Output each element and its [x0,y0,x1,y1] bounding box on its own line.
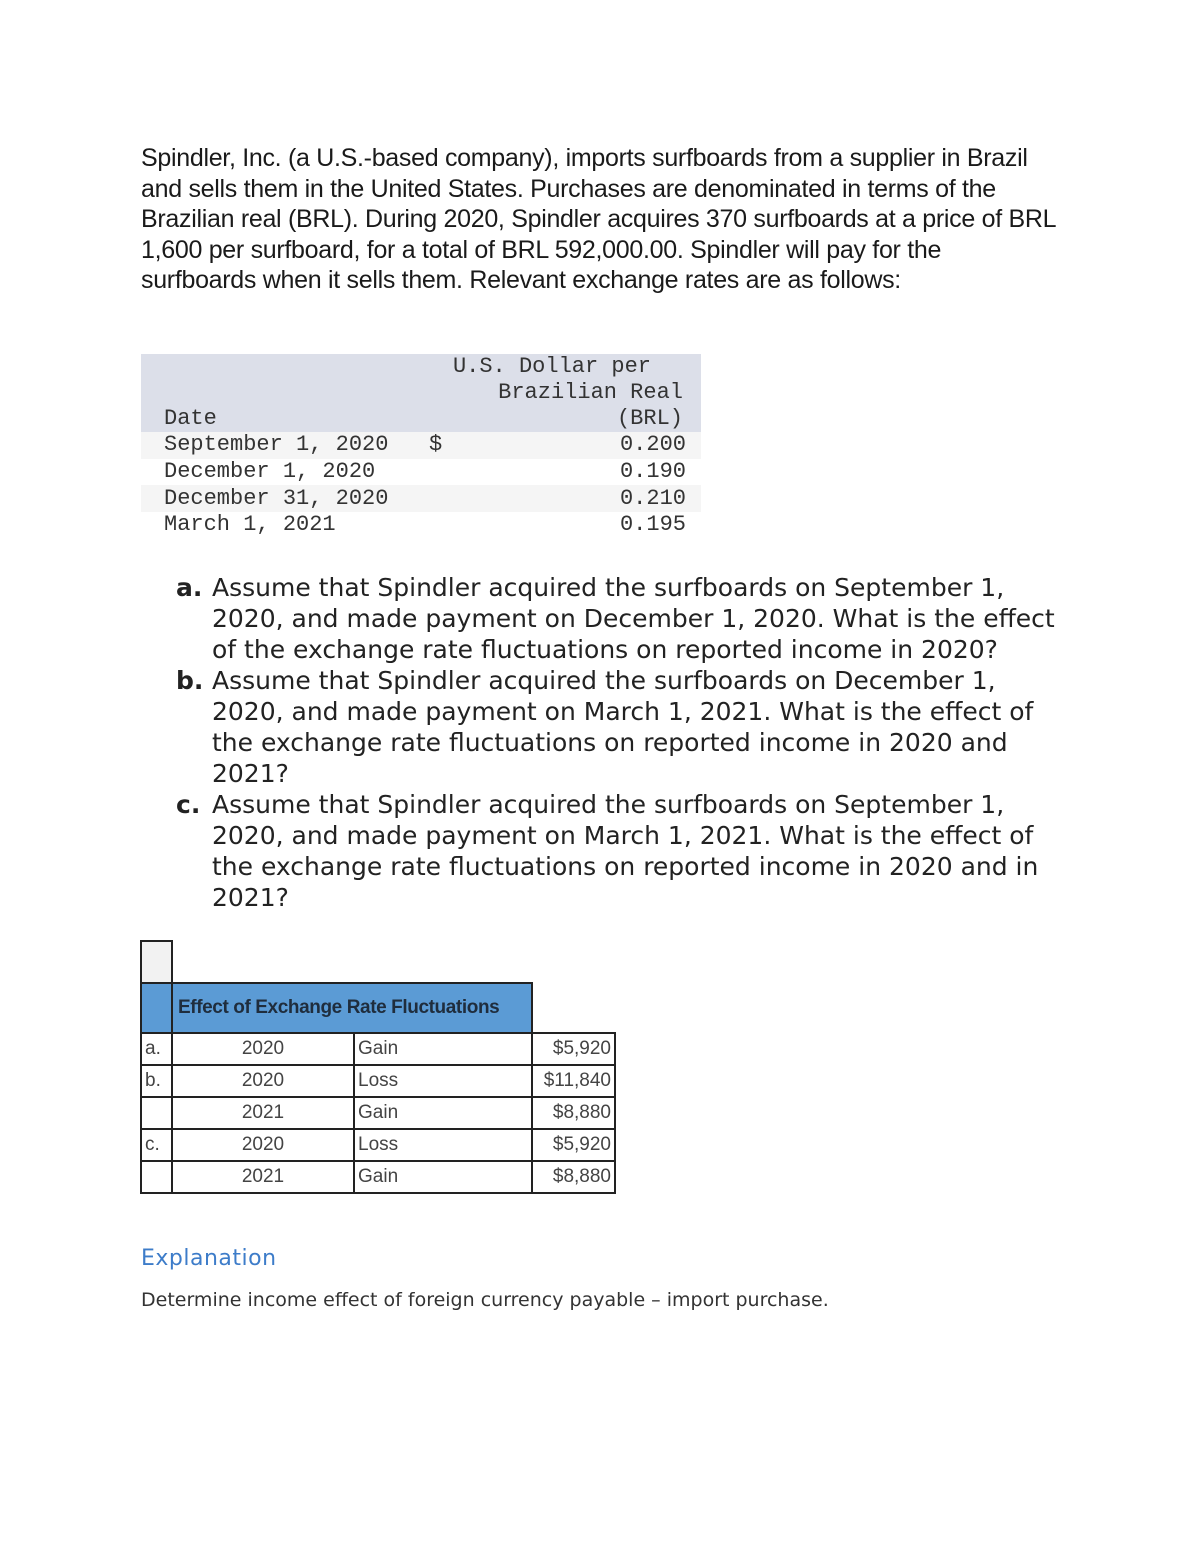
answer-year: 2021 [172,1161,354,1193]
answer-row [141,1161,615,1193]
explanation-heading: Explanation [141,1246,277,1271]
header-rate-line1: U.S. Dollar per [452,354,651,379]
rates-header-row [141,354,701,432]
header-date: Date [164,406,217,431]
answer-label: b. [141,1065,172,1097]
answer-effect: Loss [354,1129,532,1161]
answer-effect: Gain [354,1033,532,1065]
answer-year: 2020 [172,1065,354,1097]
answer-label [141,1161,172,1193]
answer-row [141,1097,615,1129]
rate-date: March 1, 2021 [164,512,336,538]
explanation-text: Determine income effect of foreign currency payable – import purchase. [141,1289,829,1311]
answer-year: 2020 [172,1033,354,1065]
answer-amount: $8,880 [532,1097,615,1129]
answer-year: 2020 [172,1129,354,1161]
rate-value: 0.190 [619,459,686,485]
question-label: a. [176,573,203,602]
answer-row [141,1129,615,1161]
answer-effect: Gain [354,1097,532,1129]
rates-row [141,432,701,459]
answer-effect: Gain [354,1161,532,1193]
rate-date: December 1, 2020 [164,459,376,485]
answer-row [141,1065,615,1097]
rate-value: 0.200 [619,432,686,458]
answer-label [141,1097,172,1129]
rates-row [141,512,701,539]
rate-value: 0.195 [619,512,686,538]
answer-label: c. [141,1129,172,1161]
rate-currency [429,512,489,539]
answer-title-row [141,983,615,1033]
answer-label: a. [141,1033,172,1065]
answer-amount: $11,840 [532,1065,615,1097]
question-text: Assume that Spindler acquired the surfboards on September 1, 2020, and made payment on March 1, 2021. What is the effect of the exchange rate fluctuations on reported income in 2020 and in 2021? [212,790,1039,912]
answer-amount: $5,920 [532,1033,615,1065]
rate-date: December 31, 2020 [164,485,389,511]
answer-table [140,940,616,1194]
question-item-b [176,665,1056,789]
answer-row [141,1033,615,1065]
answer-effect: Loss [354,1065,532,1097]
header-rate-line2: Brazilian Real (BRL) [498,380,683,431]
answer-amount: $8,880 [532,1161,615,1193]
answer-year: 2021 [172,1097,354,1129]
rate-currency [429,485,489,512]
question-label: c. [176,790,201,819]
answer-corner-cell [141,941,172,983]
answer-amount: $5,920 [532,1129,615,1161]
rates-row [141,459,701,486]
rate-value: 0.210 [619,485,686,511]
question-list [176,572,1056,913]
header-rate [429,354,701,432]
question-text: Assume that Spindler acquired the surfboards on December 1, 2020, and made payment on March 1, 2021. What is the effect of the exchange rate fluctuations on reported income in 2020 and 2021? [212,666,1034,788]
rate-date: September 1, 2020 [164,432,389,458]
question-item-a [176,572,1056,665]
problem-intro: Spindler, Inc. (a U.S.-based company), imports surfboards from a supplier in Brazil and sells them in the United States. Purchases are denominated in terms of the Brazilian real (BRL). During 2020, Spindler acquires 370 surfboards at a price of BRL 1,600 per surfboard, for a total of BRL 592,000.00. Spindler will pay for the surfboards when it sells them. Relevant exchange rates are as follows: [141,144,1056,294]
answer-top-row [141,941,615,983]
rate-currency: $ [429,432,443,458]
rate-currency [429,459,489,486]
answer-title-blank [141,983,172,1033]
rates-row [141,485,701,512]
question-label: b. [176,666,204,695]
question-item-c [176,789,1056,913]
question-text: Assume that Spindler acquired the surfboards on September 1, 2020, and made payment on December 1, 2020. What is the effect of the exchange rate fluctuations on reported income in 2020? [212,573,1055,664]
exchange-rates-table [141,354,701,539]
answer-title: Effect of Exchange Rate Fluctuations [172,983,532,1033]
